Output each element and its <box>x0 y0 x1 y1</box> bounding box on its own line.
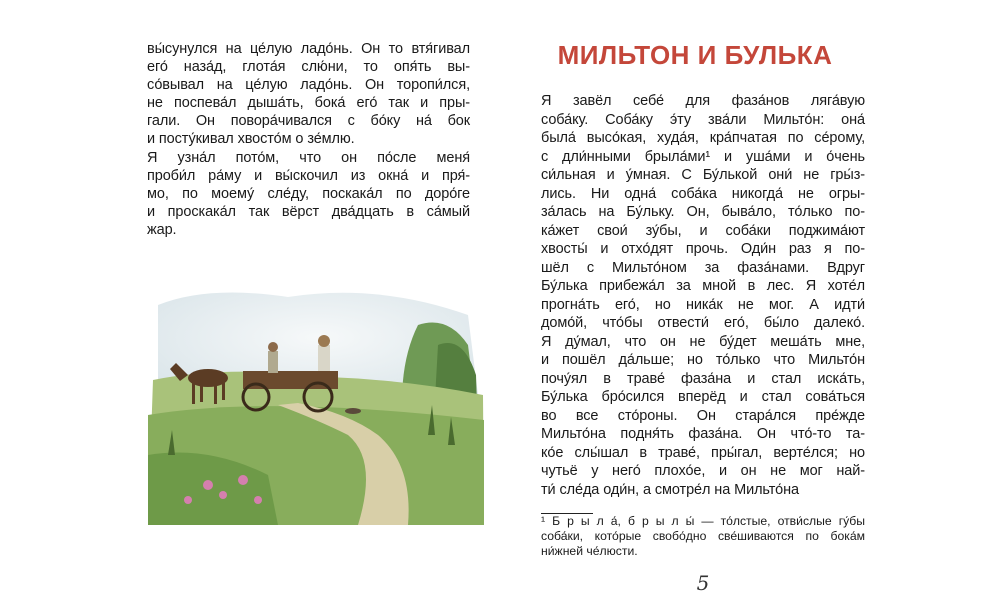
text-line: домо́й, что́бы отвести́ его́, бы́ло далеко́. <box>541 315 865 331</box>
right-page <box>541 92 865 595</box>
text-line: ни́жней че́люсти. <box>541 544 638 558</box>
text-line: ¹ Б р ы л а́, б р ы л ы́ — то́лстые, отви́слые гу́бы <box>541 514 865 528</box>
text-line: за́лась на Бу́льку. Он, быва́ло, то́лько по- <box>541 204 865 220</box>
text-line: ка́жет свои́ зу́бы, и соба́ки поджима́ют <box>541 222 865 239</box>
text-line: Я ду́мал, что он не бу́дет меша́ть мне, <box>541 333 865 350</box>
right-page-text <box>541 92 865 499</box>
text-line: во все сто́роны. Он стара́лся пре́жде <box>541 407 865 424</box>
text-line: его́ наза́д, глота́я слю́ни, то опя́ть вы- <box>147 59 470 76</box>
text-line: не поспева́л дыша́ть, бока́ его́ так и пры- <box>147 95 470 112</box>
text-line: Бу́лька прибежа́л за мной в лес. Я хоте́л <box>541 278 865 294</box>
left-page-text <box>147 40 470 239</box>
text-line: Мильто́на подня́ть фаза́на. Он что́-то та- <box>541 426 865 442</box>
text-line: хвосты́ и отхо́дят прочь. Оди́н раз я по- <box>541 241 865 257</box>
text-line: проби́л ра́му и вы́скочил из окна́ и пря́- <box>147 167 470 184</box>
text-line: и проскака́л так вёрст два́дцать в са́мый <box>147 203 470 220</box>
text-line: с дли́нными брыла́ми¹ и уша́ми и о́чень <box>541 148 865 165</box>
text-line: соба́ки, кото́рые свобо́дно све́шиваются по бока́м <box>541 529 865 543</box>
text-line: мо, по моему́ сле́ду, поскака́л по доро́ге <box>147 185 470 202</box>
text-line: чутьё у него́ плохо́е, и он не мог най- <box>541 463 865 479</box>
text-line: шёл с Мильто́ном за фаза́нами. Вдруг <box>541 259 865 276</box>
story-title: МИЛЬТОН И БУЛЬКА <box>557 40 833 70</box>
footnote <box>541 514 865 559</box>
text-line: Бу́лька бро́сился вперёд и стал сова́ться <box>541 389 865 405</box>
text-line: со́вывал на це́лую ладо́нь. Он торопи́лся, <box>147 77 470 94</box>
text-line: жар. <box>147 221 177 238</box>
text-line: почу́ял в траве́ фаза́на и стал иска́ть, <box>541 370 865 387</box>
text-line: и пошёл да́льше; но то́лько что Мильто́н <box>541 352 865 368</box>
text-line: лись. Ни одна́ соба́ка никогда́ не огры- <box>541 185 865 202</box>
text-line: си́льная и у́мная. С Бу́лькой они́ не гры́з- <box>541 167 865 183</box>
text-line: ти́ сле́да оди́н, а смотре́л на Мильто́на <box>541 481 799 498</box>
text-line: соба́ку. Соба́ку э́ту зва́ли Мильто́н: она́ <box>541 111 865 128</box>
text-line: была́ высо́кая, худа́я, кра́пчатая по се́рому, <box>541 130 865 146</box>
text-line: прогна́ть его́, но ника́к не мог. А идти́ <box>541 296 865 313</box>
illustration-horse-cart <box>148 285 484 525</box>
text-line: гали. Он повора́чивался с бо́ку на́ бок <box>147 113 470 130</box>
text-line: Я узна́л пото́м, что он по́сле меня́ <box>147 149 470 166</box>
text-line: ко́е слы́шал в траве́, пры́гал, верте́лся; но <box>541 444 865 461</box>
text-line: и посту́кивал хвосто́м о зе́млю. <box>147 131 355 148</box>
page-number: 5 <box>696 571 710 595</box>
text-line: вы́сунулся на це́лую ладо́нь. Он то втя́гивал <box>147 41 470 57</box>
text-line: Я завёл себе́ для фаза́нов ляга́вую <box>541 93 865 109</box>
